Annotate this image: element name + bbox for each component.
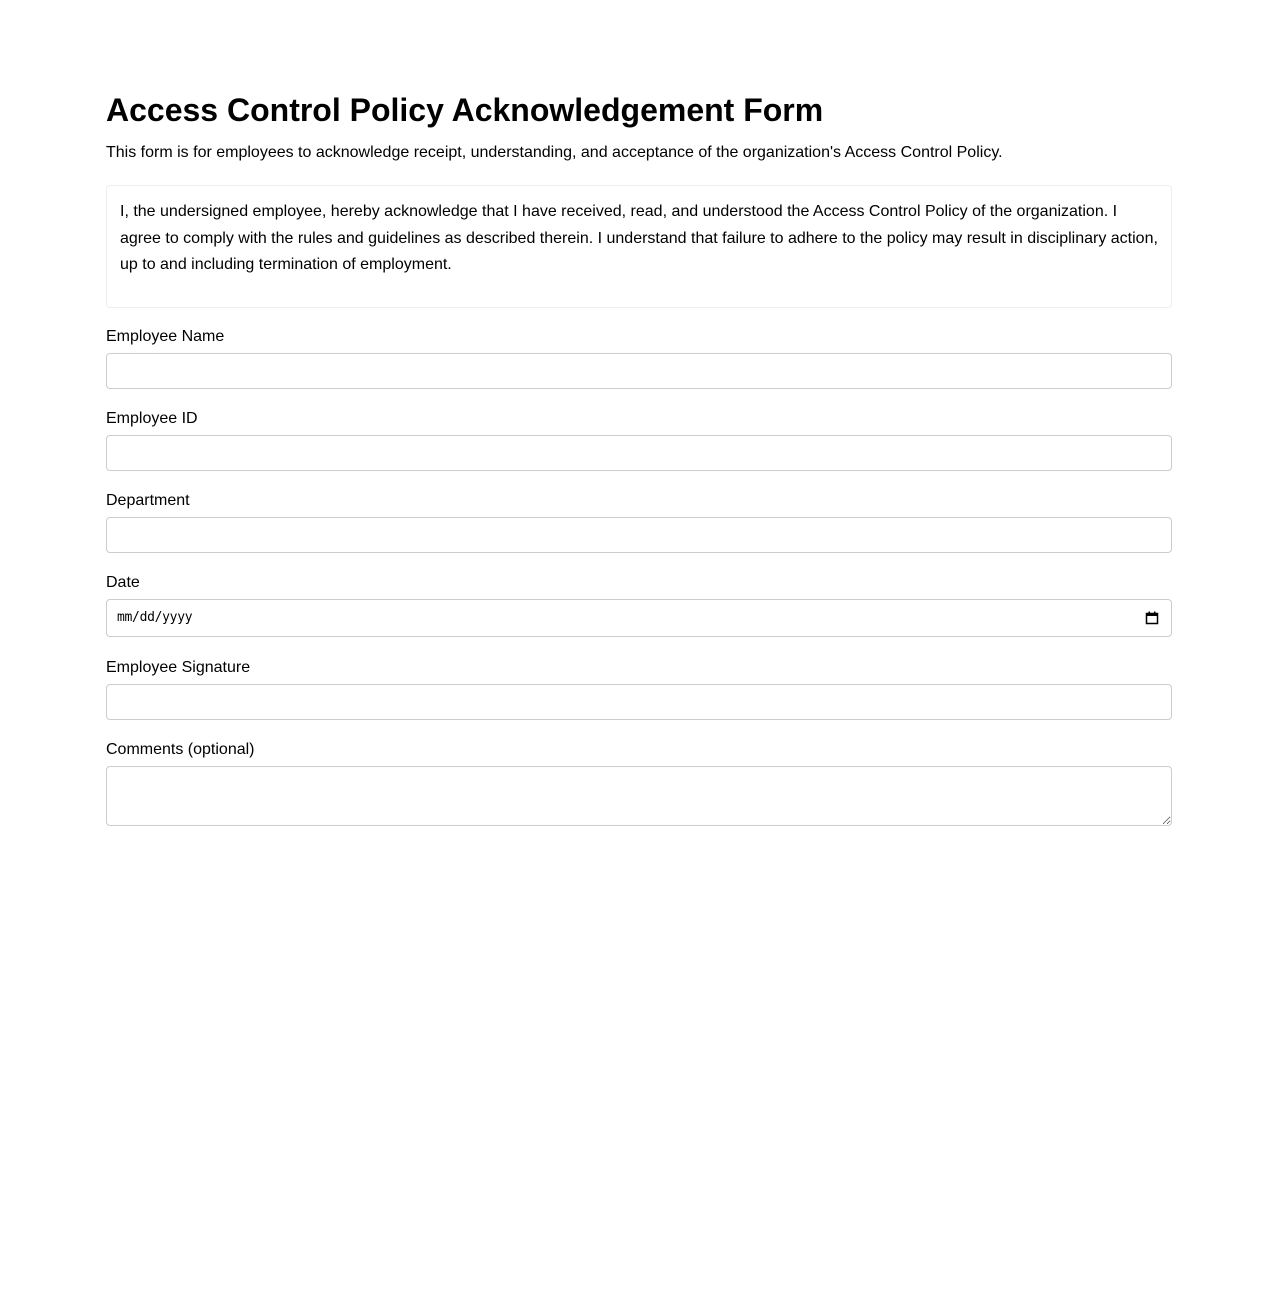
calendar-icon[interactable] (1145, 611, 1159, 625)
date-input[interactable] (106, 599, 1172, 637)
department-input[interactable] (106, 517, 1172, 553)
department-label: Department (106, 492, 190, 509)
employee-name-input[interactable] (106, 353, 1172, 389)
signature-input[interactable] (106, 684, 1172, 720)
signature-label: Employee Signature (106, 659, 251, 676)
comments-textarea[interactable] (106, 766, 1172, 826)
employee-name-label: Employee Name (106, 328, 225, 345)
comments-label: Comments (optional) (106, 741, 255, 758)
employee-id-input[interactable] (106, 435, 1172, 471)
date-label: Date (106, 574, 140, 591)
acknowledgement-statement-text: I, the undersigned employee, hereby acknowledge that I have received, read, and understood the Access Control Policy of the organization. I agree to comply with the rules and guidelines as described therein. I understand that failure to adhere to the policy may result in disciplinary action, up to and including termination of employment. (120, 203, 1158, 273)
page-title: Access Control Policy Acknowledgement Form (106, 92, 824, 128)
date-placeholder: mm/dd/yyyy (117, 610, 193, 625)
employee-id-label: Employee ID (106, 410, 198, 427)
acknowledgement-statement-box (106, 185, 1172, 308)
form-description: This form is for employees to acknowledge receipt, understanding, and acceptance of the organization's Access Control Policy. (106, 144, 1003, 161)
